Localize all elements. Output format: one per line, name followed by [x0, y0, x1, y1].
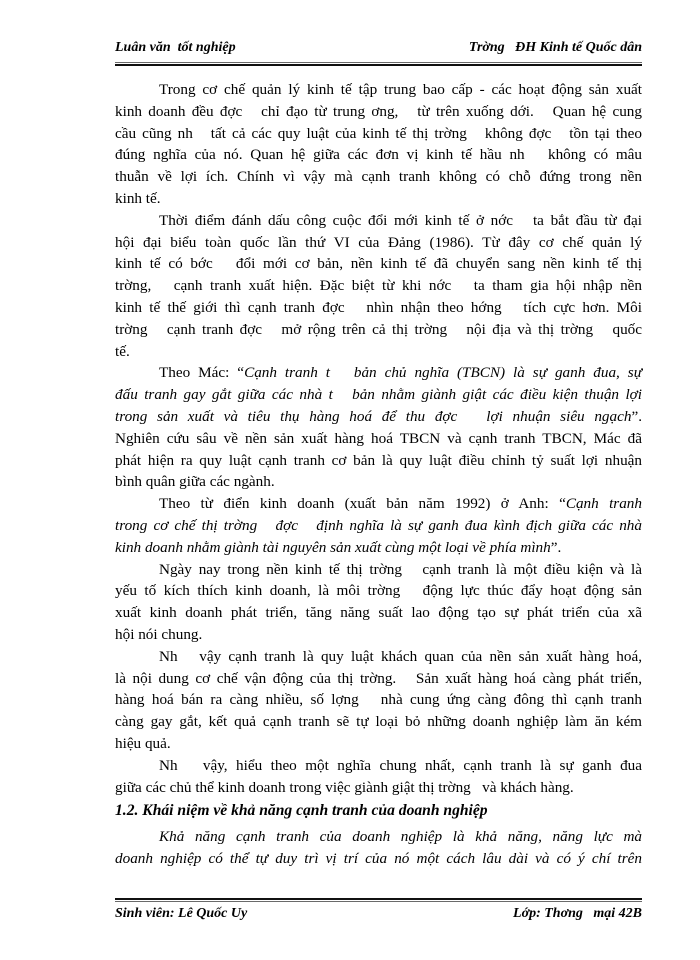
text-line: tế. [115, 342, 130, 360]
text-line: là nội dung cơ chế vận động của thị trờng. Sản xuất hàng hoá càng phát triển, [115, 669, 642, 687]
text-line [115, 362, 642, 384]
text-line: càng gay gắt, kết quả cạnh tranh sẽ tự loại bỏ những doanh nghiệp làm ăn kém [115, 713, 642, 731]
text-line: xuất kinh doanh phát triển, tăng năng suất lao động tạo sự phát triển của xã [115, 604, 642, 622]
text-line: hàng hoá bán ra càng nhiều, số lợng nhà cung ứng càng đông thì cạnh tranh [115, 691, 642, 709]
text-segment: Theo từ điển kinh doanh (xuất bản năm 1992) ở Anh: “ [159, 495, 566, 513]
text-line: đúng nghĩa của nó. Quan hệ giữa các đơn vị kinh tế hầu nh không có mâu [115, 146, 642, 164]
text-line: Ngày nay trong nền kinh tế thị trờng cạnh tranh là một điều kiện và là [159, 560, 642, 578]
text-line: Nghiên cứu sâu về nền sản xuất hàng hoá TBCN và cạnh tranh TBCN, Mác đã [115, 429, 642, 447]
text-line: Thời điểm đánh dấu công cuộc đổi mới kinh tế ở nớc ta bắt đầu từ đại [159, 211, 642, 229]
header-rule-thick [115, 64, 642, 66]
header-rule-thin [115, 62, 642, 63]
text-line: Khả năng cạnh tranh của doanh nghiệp là khả năng, năng lực mà [159, 828, 642, 846]
text-segment: ”. [631, 407, 642, 425]
text-line: bình quân giữa các ngành. [115, 473, 275, 491]
page-header [115, 40, 642, 56]
header-thesis-label: Luân văn tốt nghiệp [115, 40, 236, 55]
quote-segment: kinh doanh nhằm giành tài nguyên sản xuất cùng một loại về phía mình [115, 538, 551, 556]
text-line: hội đại biểu toàn quốc lần thứ VI của Đảng (1986). Từ đây cơ chế quản lý [115, 233, 642, 251]
paragraph-7 [115, 755, 642, 799]
text-line: cầu cũng nh tất cả các quy luật của kinh tế thị trờng không đợc tồn tại theo [115, 124, 642, 142]
footer-student-label: Sinh viên: Lê Quốc Uy [115, 906, 248, 921]
text-line: Nh vậy, hiểu theo một nghĩa chung nhất, cạnh tranh là sự ganh đua [159, 756, 642, 774]
text-line [115, 493, 642, 515]
paragraph-1 [115, 79, 642, 210]
quote-line: đấu tranh gay gắt giữa các nhà t bản nhằm giành giật các điều kiện thuận lợi [115, 386, 642, 404]
text-line: hiệu quả. [115, 734, 171, 752]
paragraph-2 [115, 210, 642, 363]
text-line: doanh nghiệp có thể tự duy trì vị trí của nó một cách lâu dài và có ý chí trên [115, 849, 642, 867]
text-line [115, 537, 642, 559]
document-body [115, 79, 642, 870]
text-line: hội nói chung. [115, 625, 203, 643]
quote-line: trong cơ chế thị trờng đợc định nghĩa là sự ganh đua kình địch giữa các nhà [115, 516, 642, 534]
quote-segment: trong sản xuất và tiêu thụ hàng hoá để thu đợc lợi nhuận siêu ngạch [115, 407, 632, 425]
header-university-label: Trờng ĐH Kinh tế Quốc dân [468, 40, 642, 55]
paragraph-5 [115, 559, 642, 646]
text-line: kinh doanh đều đợc chỉ đạo từ trung ơng, từ trên xuống dới. Quan hệ cung [115, 102, 642, 120]
text-segment: Theo Mác: “ [159, 364, 245, 382]
paragraph-marx-quote [115, 362, 642, 493]
page-footer [115, 899, 642, 929]
paragraph-dictionary-quote [115, 493, 642, 558]
section-heading: 1.2. Khái niệm về khả năng cạnh tranh của doanh nghiệp [115, 802, 488, 820]
quote-segment: Cạnh tranh t bản chủ nghĩa (TBCN) là sự ganh đua, sự [244, 364, 642, 382]
text-line: yếu tố kích thích kinh doanh, là môi trờng động lực thúc đẩy hoạt động sản [115, 582, 642, 600]
text-line: Nh vậy cạnh tranh là quy luật khách quan của nền sản xuất hàng hoá, [159, 647, 642, 665]
text-line: kinh tế. [115, 189, 161, 207]
footer-class-label: Lớp: Thơng mại 42B [513, 906, 642, 921]
section-paragraph [115, 826, 642, 870]
text-line: kinh tế có bớc đổi mới cơ bản, nền kinh tế đã chuyển sang nền kinh tế thị [115, 255, 642, 273]
quote-segment: Cạnh tranh [565, 495, 642, 513]
text-line [115, 406, 642, 428]
text-line: trờng, cạnh tranh xuất hiện. Đặc biệt từ khi nớc ta tham gia hội nhập nền [115, 277, 642, 295]
paragraph-6 [115, 646, 642, 755]
text-line: Trong cơ chế quản lý kinh tế tập trung bao cấp - các hoạt động sản xuất [159, 81, 642, 98]
text-line: phát hiện ra quy luật cạnh tranh cơ bản là quy luật điều chỉnh tỷ suất lợi nhuận [115, 451, 642, 469]
text-line: trờng cạnh tranh đợc mở rộng trên cả thị trờng nội địa và thị trờng quốc [115, 320, 642, 338]
text-line: giữa các chủ thể kinh doanh trong việc giành giật thị trờng và khách hàng. [115, 778, 574, 796]
text-line: thuẫn về lợi ích. Chính vì vậy mà cạnh tranh không có chỗ đứng trong nền [115, 168, 642, 186]
text-line: kinh tế thế giới thì cạnh tranh đợc nhìn nhận theo hớng tích cực hơn. Môi [115, 298, 642, 316]
text-segment: ”. [550, 538, 562, 556]
